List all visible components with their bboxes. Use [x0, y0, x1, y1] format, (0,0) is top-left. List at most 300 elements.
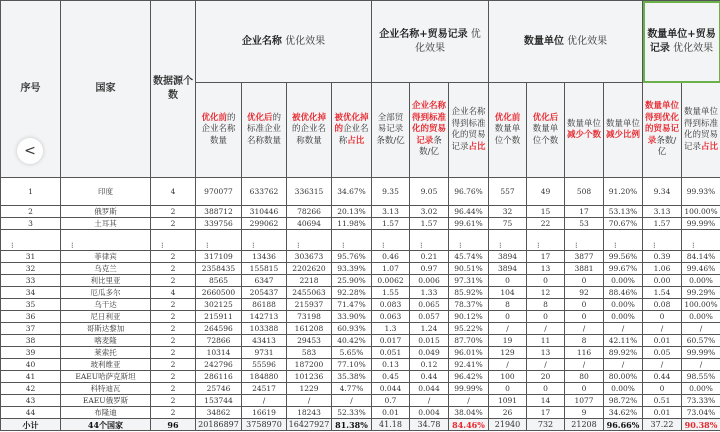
- table-cell: 15: [527, 206, 565, 218]
- table-cell: 3: [1, 218, 61, 230]
- table-cell: 0: [565, 275, 604, 287]
- table-cell: 0.08: [643, 299, 682, 311]
- group-title: 数量单位+贸易记录: [647, 28, 716, 54]
- table-cell: 87.70%: [449, 335, 489, 347]
- table-cell: 38.04%: [449, 407, 489, 419]
- table-cell: 2: [151, 218, 196, 230]
- table-cell: 13: [527, 263, 565, 275]
- header-group-1: [196, 1, 372, 83]
- table-cell: 10314: [196, 347, 242, 359]
- table-cell: 3894: [489, 251, 527, 263]
- table-cell: 3881: [565, 263, 604, 275]
- table-cell: 153744: [196, 395, 242, 407]
- table-cell: 1.57: [410, 218, 449, 230]
- column-header-10: [565, 83, 604, 178]
- table-cell: 35: [1, 299, 61, 311]
- table-cell: 302125: [196, 299, 242, 311]
- table-cell: 2: [151, 347, 196, 359]
- table-cell: 1077: [565, 395, 604, 407]
- group-subtitle: 优化效果: [415, 28, 481, 54]
- table-cell: 43: [1, 395, 61, 407]
- table-cell: 喀麦隆: [61, 335, 151, 347]
- column-header-1: [196, 83, 242, 178]
- table-cell: 99.99%: [682, 347, 720, 359]
- table-cell: 14: [527, 395, 565, 407]
- table-cell: 215911: [196, 311, 242, 323]
- table-cell: 32: [489, 206, 527, 218]
- table-cell: 52.33%: [332, 407, 372, 419]
- header-group-3: [489, 1, 643, 83]
- table-cell: 1.54: [643, 287, 682, 299]
- column-header-text: 数量单位个数: [494, 124, 521, 146]
- table-cell: 33.90%: [332, 311, 372, 323]
- table-cell: 17: [565, 206, 604, 218]
- table-cell: 1.57: [643, 218, 682, 230]
- table-cell: 96.76%: [449, 178, 489, 206]
- table-cell: /: [410, 395, 449, 407]
- table-cell: 184880: [242, 371, 287, 383]
- table-cell: /: [565, 359, 604, 371]
- table-cell: 菲律宾: [61, 251, 151, 263]
- table-cell: 99.56%: [604, 251, 643, 263]
- ellipsis-cell: ⁝: [287, 230, 332, 251]
- table-cell: 205437: [242, 287, 287, 299]
- table-cell: 0.00%: [604, 275, 643, 287]
- table-row: [1, 419, 720, 431]
- table-cell: 215937: [287, 299, 332, 311]
- table-cell: 40.42%: [332, 335, 372, 347]
- table-cell: 2: [151, 311, 196, 323]
- table-cell: 99.67%: [604, 263, 643, 275]
- table-cell: 336315: [287, 178, 332, 206]
- table-cell: 21940: [489, 419, 527, 431]
- column-header-text: 占比: [701, 141, 719, 152]
- table-cell: 土耳其: [61, 218, 151, 230]
- table-cell: 95.22%: [449, 323, 489, 335]
- table-cell: 60.93%: [332, 323, 372, 335]
- table-cell: 557: [489, 178, 527, 206]
- table-cell: 0.063: [372, 311, 410, 323]
- table-cell: 96.42%: [449, 371, 489, 383]
- table-cell: 1229: [287, 383, 332, 395]
- table-cell: 299062: [242, 218, 287, 230]
- table-cell: 96: [151, 419, 196, 431]
- table-cell: 37: [1, 323, 61, 335]
- table-cell: 88.46%: [604, 287, 643, 299]
- table-row: [1, 263, 720, 275]
- table-row: [1, 347, 720, 359]
- ellipsis-cell: ⁝: [332, 230, 372, 251]
- table-cell: 0.39: [643, 251, 682, 263]
- table-cell: 583: [287, 347, 332, 359]
- table-cell: 37.22: [643, 419, 682, 431]
- table-cell: 103388: [242, 323, 287, 335]
- table-cell: 2: [151, 335, 196, 347]
- table-cell: 0: [565, 383, 604, 395]
- table-cell: 1091: [489, 395, 527, 407]
- column-header-11: [604, 83, 643, 178]
- table-cell: 0.00%: [604, 383, 643, 395]
- table-cell: 2660500: [196, 287, 242, 299]
- table-cell: 9: [565, 407, 604, 419]
- column-header-8: [489, 83, 527, 178]
- table-cell: 116: [565, 347, 604, 359]
- table-cell: 99.93%: [682, 178, 720, 206]
- table-cell: 93.39%: [332, 263, 372, 275]
- header-group-2: [372, 1, 489, 83]
- table-cell: 3.02: [410, 206, 449, 218]
- header-group-4: [643, 1, 720, 83]
- table-cell: 75: [489, 218, 527, 230]
- table-cell: 36: [1, 311, 61, 323]
- table-cell: 2: [151, 359, 196, 371]
- table-cell: 1.3: [372, 323, 410, 335]
- table-cell: 98.72%: [604, 395, 643, 407]
- table-cell: 80.00%: [604, 371, 643, 383]
- table-cell: 73198: [287, 311, 332, 323]
- ellipsis-cell: ⁝: [565, 230, 604, 251]
- table-cell: 6347: [242, 275, 287, 287]
- table-cell: 莱索托: [61, 347, 151, 359]
- table-cell: 4: [151, 178, 196, 206]
- table-cell: 1: [1, 178, 61, 206]
- table-cell: 0.006: [410, 275, 449, 287]
- group-title: 企业名称: [241, 35, 282, 47]
- ellipsis-cell: ⁝: [489, 230, 527, 251]
- table-row: [1, 323, 720, 335]
- table-cell: 44个国家: [61, 419, 151, 431]
- column-header-text: 数量单位得到优化的贸易记录: [645, 101, 680, 146]
- table-cell: 81.38%: [332, 419, 372, 431]
- table-cell: 0.01: [643, 407, 682, 419]
- table-cell: 317109: [196, 251, 242, 263]
- column-header-text: 企业名称得到标准化的贸易记录: [412, 101, 447, 146]
- column-header-text: 数量单位: [606, 118, 641, 129]
- table-cell: 13436: [242, 251, 287, 263]
- table-cell: 20186897: [196, 419, 242, 431]
- table-cell: 90.51%: [449, 263, 489, 275]
- table-cell: 4.77%: [332, 383, 372, 395]
- column-header-text: 条数/亿: [419, 135, 442, 158]
- table-cell: 0: [489, 383, 527, 395]
- table-cell: 俄罗斯: [61, 206, 151, 218]
- table-cell: 34: [1, 287, 61, 299]
- table-cell: 0: [565, 311, 604, 323]
- chevron-left-icon: <: [24, 143, 36, 159]
- table-cell: 0: [527, 383, 565, 395]
- table-cell: 3894: [489, 263, 527, 275]
- table-cell: 16619: [242, 407, 287, 419]
- table-cell: /: [682, 323, 720, 335]
- table-cell: 60.57%: [682, 335, 720, 347]
- table-cell: 0.0062: [372, 275, 410, 287]
- table-cell: 101236: [287, 371, 332, 383]
- table-cell: EAEU哈萨克斯坦: [61, 371, 151, 383]
- table-cell: 乌干达: [61, 299, 151, 311]
- table-cell: 印度: [61, 178, 151, 206]
- table-cell: 96.66%: [604, 419, 643, 431]
- column-header-13: [682, 83, 720, 178]
- table-cell: 0: [527, 311, 565, 323]
- table-cell: 40: [1, 359, 61, 371]
- table-cell: 84.46%: [449, 419, 489, 431]
- table-cell: 33: [1, 275, 61, 287]
- header-source-count-label: 数据源个数: [153, 76, 193, 101]
- table-cell: 2: [151, 407, 196, 419]
- table-cell: 1.33: [410, 287, 449, 299]
- ellipsis-row: [1, 230, 720, 251]
- ellipsis-cell: ⁝: [527, 230, 565, 251]
- table-cell: 89.92%: [604, 347, 643, 359]
- table-cell: 0.46: [372, 251, 410, 263]
- table-cell: /: [449, 395, 489, 407]
- column-header-text: 优化后: [246, 112, 273, 123]
- table-cell: 0.45: [372, 371, 410, 383]
- table-row: [1, 287, 720, 299]
- table-cell: /: [604, 359, 643, 371]
- table-cell: /: [565, 323, 604, 335]
- table-cell: 100.00%: [682, 206, 720, 218]
- table-cell: /: [242, 395, 287, 407]
- group-subtitle: 优化效果: [669, 42, 714, 54]
- table-cell: 92.28%: [332, 287, 372, 299]
- table-row: [1, 178, 720, 206]
- table-cell: 0.51: [643, 395, 682, 407]
- table-cell: 2: [151, 323, 196, 335]
- table-cell: 11.98%: [332, 218, 372, 230]
- table-cell: 35.38%: [332, 371, 372, 383]
- table-cell: 0: [643, 383, 682, 395]
- table-cell: /: [682, 359, 720, 371]
- table-cell: 100: [489, 371, 527, 383]
- table-cell: 92: [565, 287, 604, 299]
- column-header-7: [449, 83, 489, 178]
- table-cell: 0: [489, 311, 527, 323]
- table-cell: /: [489, 323, 527, 335]
- table-cell: 0: [643, 311, 682, 323]
- table-row: [1, 299, 720, 311]
- table-cell: 85.92%: [449, 287, 489, 299]
- table-cell: 78266: [287, 206, 332, 218]
- table-cell: 24517: [242, 383, 287, 395]
- group-subtitle: 优化效果: [563, 35, 608, 47]
- table-cell: 8: [565, 335, 604, 347]
- table-cell: 73.33%: [682, 395, 720, 407]
- table-cell: 2: [151, 395, 196, 407]
- table-cell: 0.01: [643, 335, 682, 347]
- table-cell: 39: [1, 347, 61, 359]
- column-header-text: 占比: [468, 141, 486, 152]
- table-row: [1, 275, 720, 287]
- table-cell: 2: [151, 263, 196, 275]
- table-cell: 2202620: [287, 263, 332, 275]
- table-cell: 264596: [196, 323, 242, 335]
- column-header-text: 数量单位: [567, 118, 602, 129]
- table-cell: 41: [1, 371, 61, 383]
- column-header-text: 减少比例: [606, 130, 641, 140]
- table-row: [1, 311, 720, 323]
- table-cell: 508: [565, 178, 604, 206]
- table-cell: 286116: [196, 371, 242, 383]
- column-header-text: 的企业名称数量: [291, 124, 326, 146]
- ellipsis-cell: ⁝: [196, 230, 242, 251]
- table-cell: 38: [1, 335, 61, 347]
- table-cell: 90.12%: [449, 311, 489, 323]
- column-header-text: 减少个数: [567, 130, 602, 140]
- table-cell: 96.44%: [449, 206, 489, 218]
- table-cell: 41.18: [372, 419, 410, 431]
- column-header-3: [287, 83, 332, 178]
- table-cell: 17: [527, 251, 565, 263]
- table-cell: 2218: [287, 275, 332, 287]
- group-title: 数量单位: [523, 35, 564, 47]
- column-header-text: 全部贸易记录条数/亿: [376, 112, 405, 146]
- ellipsis-cell: ⁝: [1, 230, 61, 251]
- table-cell: 0.049: [410, 347, 449, 359]
- table-cell: 42: [1, 383, 61, 395]
- table-cell: 9.05: [410, 178, 449, 206]
- table-cell: /: [332, 395, 372, 407]
- table-cell: 2: [151, 299, 196, 311]
- table-cell: 0.083: [372, 299, 410, 311]
- table-cell: 970077: [196, 178, 242, 206]
- table-cell: 303673: [287, 251, 332, 263]
- table-cell: 1.57: [372, 218, 410, 230]
- table-cell: 187200: [287, 359, 332, 371]
- table-cell: 99.99%: [449, 383, 489, 395]
- table-cell: 22: [527, 218, 565, 230]
- table-cell: 99.46%: [682, 263, 720, 275]
- table-cell: 布隆迪: [61, 407, 151, 419]
- table-cell: 142713: [242, 311, 287, 323]
- table-cell: 78.37%: [449, 299, 489, 311]
- table-cell: 0: [489, 275, 527, 287]
- scroll-left-button[interactable]: [17, 138, 43, 164]
- table-cell: 0.01: [372, 407, 410, 419]
- table-cell: 55596: [242, 359, 287, 371]
- table-cell: 34862: [196, 407, 242, 419]
- table-cell: 2: [151, 275, 196, 287]
- table-cell: 18243: [287, 407, 332, 419]
- table-cell: 45.74%: [449, 251, 489, 263]
- table-cell: 0.13: [372, 359, 410, 371]
- table-cell: 0.065: [410, 299, 449, 311]
- table-cell: 0: [565, 299, 604, 311]
- table-cell: /: [527, 359, 565, 371]
- table-cell: 3.13: [372, 206, 410, 218]
- table-cell: 3877: [565, 251, 604, 263]
- table-cell: 20.13%: [332, 206, 372, 218]
- header-seq-label: 序号: [20, 83, 41, 94]
- table-cell: 2455063: [287, 287, 332, 299]
- column-header-9: [527, 83, 565, 178]
- group-title: 企业名称+贸易记录: [379, 28, 468, 40]
- table-cell: 44: [1, 407, 61, 419]
- table-cell: 0.00%: [682, 311, 720, 323]
- table-cell: 12: [527, 287, 565, 299]
- table-row: [1, 206, 720, 218]
- column-header-5: [372, 83, 410, 178]
- table-cell: 40694: [287, 218, 332, 230]
- ellipsis-cell: ⁝: [643, 230, 682, 251]
- table-cell: 732: [527, 419, 565, 431]
- table-row: [1, 251, 720, 263]
- table-cell: /: [643, 359, 682, 371]
- table-cell: 玻利维亚: [61, 359, 151, 371]
- table-cell: 0.21: [410, 251, 449, 263]
- table-cell: 242796: [196, 359, 242, 371]
- table-cell: 98.55%: [682, 371, 720, 383]
- table-cell: 77.10%: [332, 359, 372, 371]
- table-cell: 哥斯达黎加: [61, 323, 151, 335]
- table-cell: 2: [151, 206, 196, 218]
- table-cell: /: [643, 323, 682, 335]
- table-cell: /: [527, 323, 565, 335]
- table-cell: 0.05: [643, 347, 682, 359]
- table-cell: 71.47%: [332, 299, 372, 311]
- table-cell: 0.057: [410, 311, 449, 323]
- table-cell: 0.00%: [604, 299, 643, 311]
- table-cell: 25746: [196, 383, 242, 395]
- table-cell: 43413: [242, 335, 287, 347]
- column-header-6: [410, 83, 449, 178]
- table-cell: 5.65%: [332, 347, 372, 359]
- table-cell: 96.01%: [449, 347, 489, 359]
- table-cell: 34.62%: [604, 407, 643, 419]
- table-cell: 利比里亚: [61, 275, 151, 287]
- table-cell: 2: [1, 206, 61, 218]
- table-cell: 31: [1, 251, 61, 263]
- table-cell: 95.76%: [332, 251, 372, 263]
- table-cell: 80: [565, 371, 604, 383]
- table-cell: 0.00%: [682, 383, 720, 395]
- table-cell: 0.017: [372, 335, 410, 347]
- column-header-text: 的企业名称数量: [201, 112, 236, 146]
- table-cell: 1.06: [643, 263, 682, 275]
- table-cell: 90.38%: [682, 419, 720, 431]
- column-header-12: [643, 83, 682, 178]
- table-cell: 129: [489, 347, 527, 359]
- column-header-4: [332, 83, 372, 178]
- column-header-text: 占比: [347, 135, 365, 146]
- table-cell: 0.044: [410, 383, 449, 395]
- table-cell: 1.24: [410, 323, 449, 335]
- table-cell: 3758970: [242, 419, 287, 431]
- table-cell: 49: [527, 178, 565, 206]
- column-header-text: 企业名称: [338, 124, 369, 146]
- table-cell: 29453: [287, 335, 332, 347]
- table-row: [1, 383, 720, 395]
- table-cell: 1.55: [372, 287, 410, 299]
- table-cell: 99.29%: [682, 287, 720, 299]
- table-cell: 72866: [196, 335, 242, 347]
- table-row: [1, 218, 720, 230]
- table-cell: EAEU俄罗斯: [61, 395, 151, 407]
- table-cell: 2: [151, 383, 196, 395]
- table-cell: 25.90%: [332, 275, 372, 287]
- table-cell: 339756: [196, 218, 242, 230]
- table-cell: 161208: [287, 323, 332, 335]
- ellipsis-cell: ⁝: [151, 230, 196, 251]
- column-header-text: 的标准企业名称数量: [246, 112, 282, 146]
- table-cell: 92.41%: [449, 359, 489, 371]
- table-cell: 34.78: [410, 419, 449, 431]
- ellipsis-cell: ⁝: [372, 230, 410, 251]
- table-cell: 2: [151, 251, 196, 263]
- table-cell: 11: [527, 335, 565, 347]
- column-header-text: 数量单位得到标准化的贸易记录: [684, 107, 719, 152]
- table-cell: 尼日利亚: [61, 311, 151, 323]
